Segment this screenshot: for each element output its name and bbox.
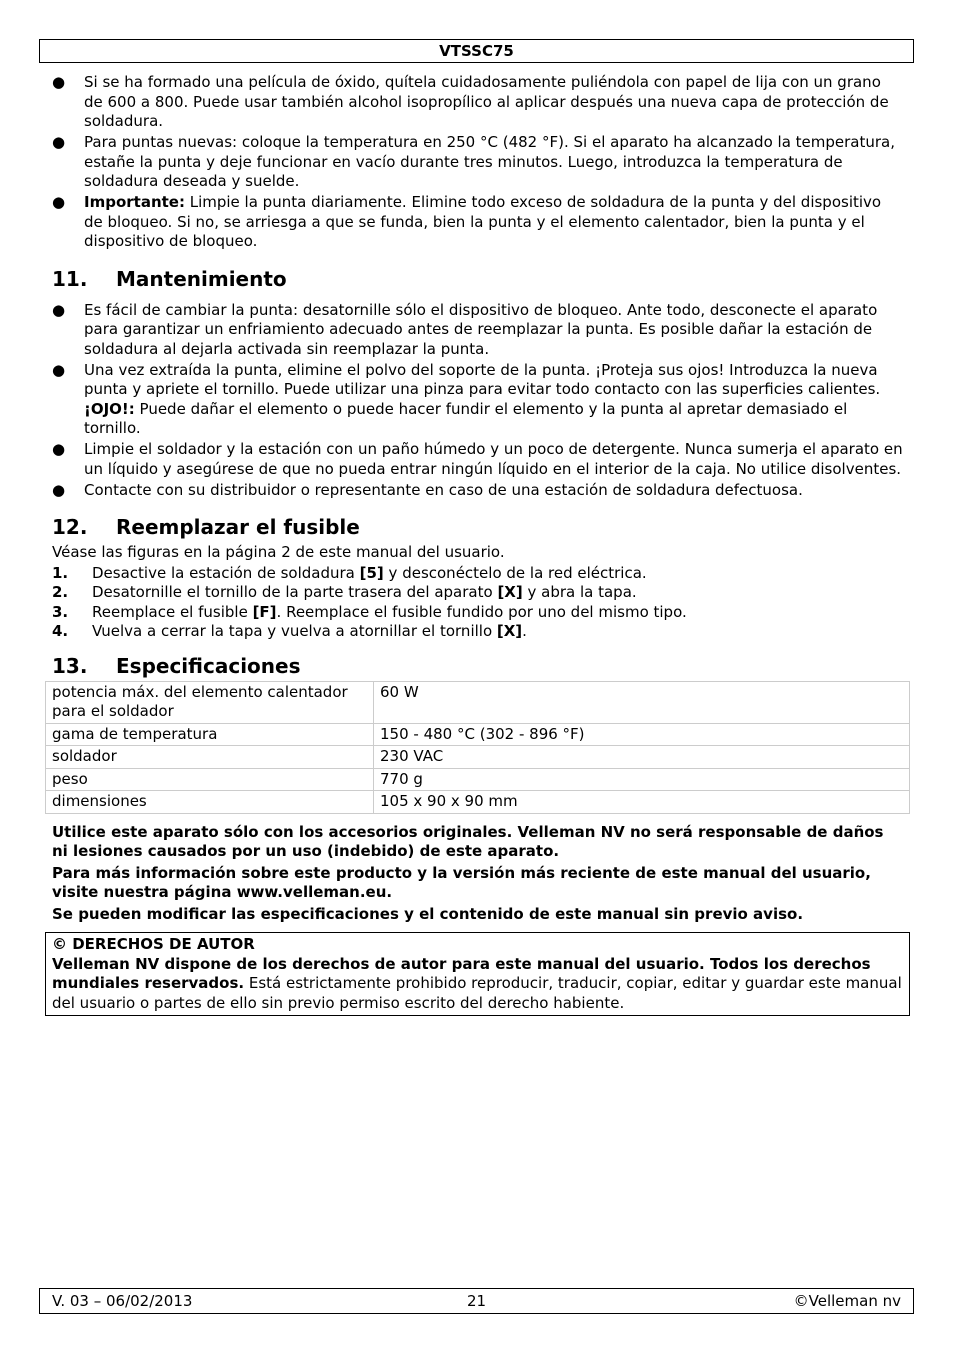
- bullet-icon: ●: [52, 360, 66, 379]
- table-row: [46, 723, 910, 746]
- bullet-icon: ●: [52, 73, 66, 91]
- copyright-text: Velleman NV dispone de los derechos de autor para este manual del usuario. Todos los derechos mundiales reservados. Está estrictamente prohibido reproducir, traducir, copiar, editar y guardar este manual del usuario o partes de ello sin previo permiso escrito del derecho habiente.: [52, 954, 902, 1012]
- spec-label: dimensiones: [46, 791, 374, 814]
- document-header: [39, 39, 914, 63]
- table-row: [46, 768, 910, 791]
- bullet-icon: ●: [52, 133, 66, 151]
- spec-value: 150 - 480 °C (302 - 896 °F): [374, 723, 910, 746]
- list-item: 4. Vuelva a cerrar la tapa y vuelva a atornillar el tornillo [X].: [52, 622, 527, 640]
- document-footer: [39, 1288, 914, 1314]
- specifications-table: [45, 681, 910, 814]
- list-item: ● Una vez extraída la punta, elimine el polvo del soporte de la punta. ¡Proteja sus ojos! Introduzca la nueva punta y apriete el tornillo. Puede utilizar una pinza para evitar todo contacto con las superficies calientes. ¡OJO!: Puede dañar el elemento o puede hacer fundir el elemento y la punta al apretar demasiado el tornillo.: [52, 360, 881, 437]
- version-date: V. 03 – 06/02/2013: [52, 1292, 193, 1310]
- bullet-icon: ●: [52, 300, 66, 319]
- fuse-intro: Véase las figuras en la página 2 de este manual del usuario.: [52, 543, 505, 561]
- page-content: [52, 73, 904, 1016]
- bullet-icon: ●: [52, 480, 66, 499]
- spec-value: 60 W: [374, 681, 910, 723]
- list-item: 2. Desatornille el tornillo de la parte trasera del aparato [X] y abra la tapa.: [52, 583, 637, 601]
- table-row: [46, 791, 910, 814]
- bullet-icon: ●: [52, 193, 66, 211]
- fuse-steps: [52, 564, 904, 642]
- page-number: 21: [466, 1292, 487, 1310]
- copyright-box: [45, 932, 910, 1016]
- spec-label: peso: [46, 768, 374, 791]
- maintenance-bullet-list: [52, 301, 904, 501]
- list-item: 1. Desactive la estación de soldadura [5] y desconéctelo de la red eléctrica.: [52, 563, 647, 582]
- usage-notes: [52, 823, 904, 925]
- spec-value: 105 x 90 x 90 mm: [374, 791, 910, 814]
- model-title: VTSSC75: [439, 42, 514, 60]
- list-item: ● Para puntas nuevas: coloque la temperatura en 250 °C (482 °F). Si el aparato ha alcanzado la temperatura, estañe la punta y deje funcionar en vacío durante tres minutos. Luego, introduzca la temperatura de soldadura deseada y suelde.: [52, 133, 895, 190]
- list-item: ● Si se ha formado una película de óxido, quítela cuidadosamente puliéndola con papel de lija con un grano de 600 a 800. Puede usar también alcohol isopropílico al aplicar después una nueva capa de protección de soldadura.: [52, 73, 889, 130]
- spec-label: potencia máx. del elemento calentador para el soldador: [46, 681, 374, 723]
- list-item: 3. Reemplace el fusible [F]. Reemplace el fusible fundido por uno del mismo tipo.: [52, 602, 687, 621]
- spec-value: 230 VAC: [374, 746, 910, 769]
- section-heading-mantenimiento: 11. Mantenimiento: [52, 266, 287, 291]
- section-heading-fusible: 12. Reemplazar el fusible: [52, 515, 360, 539]
- table-row: [46, 681, 910, 723]
- note-paragraph: Se pueden modificar las especificaciones y el contenido de este manual sin previo aviso.: [52, 904, 804, 923]
- bullet-icon: ●: [52, 440, 66, 458]
- section-heading-especificaciones: 13. Especificaciones: [52, 653, 301, 678]
- list-item: ● Importante: Limpie la punta diariamente. Elimine todo exceso de soldadura de la punta y del dispositivo de bloqueo. Si no, se arriesga a que se funda, bien la punta y el elemento calentador, bien la punta y el dispositivo de bloqueo.: [52, 193, 882, 250]
- list-item: ● Contacte con su distribuidor o representante en caso de una estación de soldadura defectuosa.: [52, 480, 803, 499]
- note-paragraph: Utilice este aparato sólo con los accesorios originales. Velleman NV no será responsable de daños ni lesiones causados por un uso (indebido) de este aparato.: [52, 822, 884, 860]
- list-item: ● Es fácil de cambiar la punta: desatornille sólo el dispositivo de bloqueo. Ante todo, desconecte el aparato para garantizar un enfriamiento adecuado antes de reemplazar la punta. Es posible dañar la estación de soldadura al dejarla activada sin reemplazar la punta.: [52, 300, 878, 358]
- list-item: ● Limpie el soldador y la estación con un paño húmedo y un poco de detergente. Nunca sumerja el aparato en un líquido y asegúrese de que no pueda entrar ningún líquido en el interior de la caja. No utilice disolventes.: [52, 440, 903, 478]
- note-paragraph: Para más información sobre este producto y la versión más reciente de este manual del usuario, visite nuestra página www.velleman.eu.: [52, 863, 871, 901]
- copyright-title: © DERECHOS DE AUTOR: [52, 935, 255, 953]
- intro-bullet-list: [52, 73, 904, 252]
- spec-label: gama de temperatura: [46, 723, 374, 746]
- company-copyright: ©Velleman nv: [793, 1292, 901, 1310]
- table-row: [46, 746, 910, 769]
- spec-value: 770 g: [374, 768, 910, 791]
- spec-label: soldador: [46, 746, 374, 769]
